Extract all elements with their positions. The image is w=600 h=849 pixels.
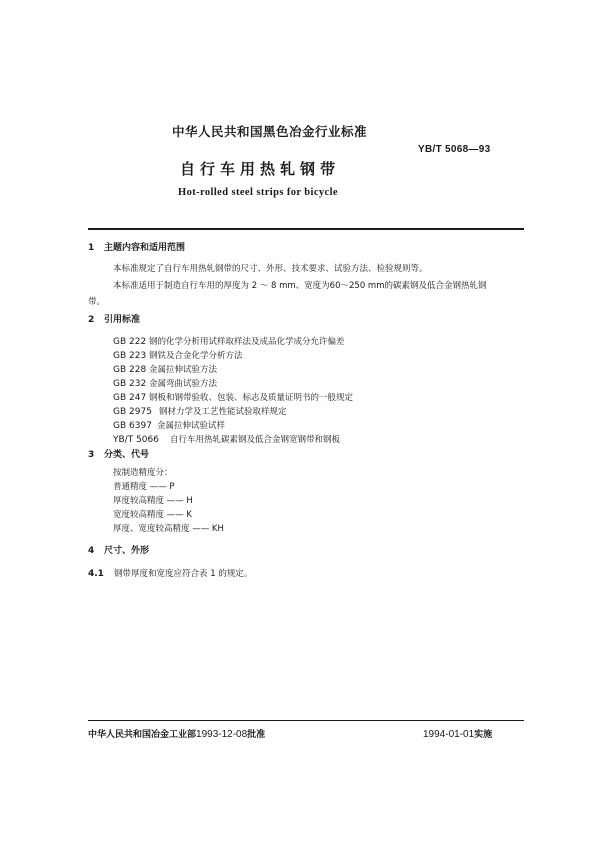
reference-name: 钢铁及合金化学分析方法 <box>149 351 243 361</box>
impl-date: 1994-01-01 <box>423 729 475 740</box>
section-1-heading <box>88 240 185 253</box>
document-title-cn: 自行车用热轧钢带 <box>180 160 341 178</box>
reference-code: GB 222 <box>113 337 147 347</box>
reference-code: GB 2975 <box>113 407 152 417</box>
footer-divider <box>88 720 524 721</box>
approve-date: 1993-12-08 <box>196 729 248 740</box>
footer-implementation <box>423 727 492 740</box>
section-title: 尺寸、外形 <box>104 546 150 556</box>
issuer: 中华人民共和国冶金工业部 <box>88 730 197 740</box>
subsection-4-1 <box>88 561 252 580</box>
section-title: 分类、代号 <box>104 450 150 460</box>
subsection-text: 钢带厚度和宽度应符合表 1 的规定。 <box>114 569 253 579</box>
section-title: 引用标准 <box>104 315 141 325</box>
section-2-heading <box>88 312 140 325</box>
reference-item <box>113 427 340 446</box>
reference-name: 钢的化学分析用试样取样法及成品化学成分允许偏差 <box>149 337 345 347</box>
reference-code: GB 247 <box>113 393 147 403</box>
subsection-number: 4.1 <box>88 569 104 579</box>
section-number: 2 <box>88 315 95 325</box>
classification-item: 普通精度 —— P <box>113 482 175 492</box>
footer-approval <box>88 727 265 740</box>
reference-name: 金属拉伸试验方法 <box>149 365 218 375</box>
reference-name: 金属弯曲试验方法 <box>149 379 218 389</box>
section-1-paragraph-1: 本标准规定了自行车用热轧钢带的尺寸、外形、技术要求、试验方法、检验规则等。 <box>113 264 428 274</box>
standard-code: YB/T 5068—93 <box>418 144 491 155</box>
document-title-en: Hot-rolled steel strips for bicycle <box>178 187 338 198</box>
section-1-paragraph-2-cont: 带。 <box>88 297 106 307</box>
section-4-heading <box>88 543 149 556</box>
classification-item: 厚度、宽度较高精度 —— KH <box>113 524 224 534</box>
section-title: 主题内容和适用范围 <box>104 243 186 253</box>
section-number: 3 <box>88 450 95 460</box>
reference-code: GB 228 <box>113 365 147 375</box>
impl-word: 实施 <box>474 730 493 740</box>
classification-item: 厚度较高精度 —— H <box>113 496 193 506</box>
approve-word: 批准 <box>247 730 266 740</box>
reference-name: 金属拉伸试验试样 <box>157 421 226 431</box>
section-1-paragraph-2: 本标准适用于制造自行车用的厚度为 2 ～ 8 mm、宽度为60～250 mm的碳素钢及低合金钢热轧钢 <box>113 281 487 291</box>
reference-name: 钢材力学及工艺性能试验取样规定 <box>159 407 287 417</box>
section-number: 4 <box>88 546 95 556</box>
classification-item: 宽度较高精度 —— K <box>113 510 192 520</box>
header-divider <box>88 228 524 230</box>
reference-name: 钢板和钢带验收、包装、标志及质量证明书的一般规定 <box>149 393 354 403</box>
classification-intro: 按制造精度分： <box>113 468 173 478</box>
reference-name: 自行车用热轧碳素钢及低合金钢宽钢带和钢板 <box>170 435 341 445</box>
reference-code: GB 223 <box>113 351 147 361</box>
reference-code: GB 232 <box>113 379 147 389</box>
section-number: 1 <box>88 243 95 253</box>
section-3-heading <box>88 447 149 460</box>
industry-standard-heading: 中华人民共和国黑色冶金行业标准 <box>172 124 368 139</box>
reference-code: GB 6397 <box>113 421 152 431</box>
reference-code: YB/T 5066 <box>113 435 159 445</box>
